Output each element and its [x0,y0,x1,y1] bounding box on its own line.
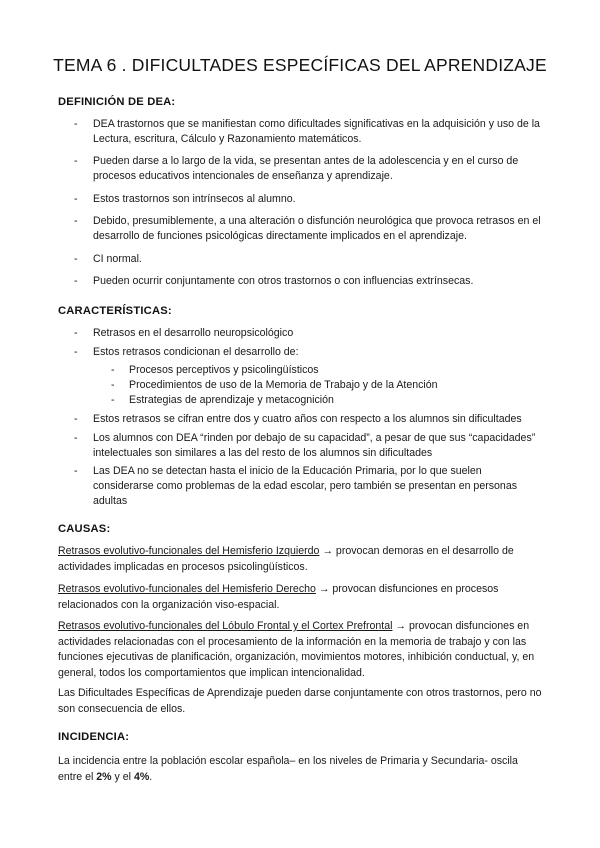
bullet-dash: - [74,327,78,339]
definicion-item-text: Debido, presumiblemente, a una alteración o disfunción neurológica que provoca retrasos en el desarrollo de funciones psicológicas directamente implicados en el aprendizaje. [93,215,541,242]
incidencia-value-high: 4% [133,770,150,783]
incidencia-value-low: 2% [96,770,112,783]
definicion-item [74,192,544,207]
caracteristicas-item [74,464,544,509]
bullet-dash: - [74,155,78,167]
definicion-item [74,214,544,244]
bullet-dash: - [111,394,115,406]
caracteristicas-subitem [111,393,531,408]
caracteristicas-subitem [111,378,531,393]
bullet-dash: - [74,193,78,205]
causa-paragraph [58,619,544,681]
caracteristicas-item [74,431,544,461]
incidencia-text: y el [111,770,134,783]
definicion-item-text: CI normal. [93,253,142,265]
causa-text: → provocan disfunciones en actividades relacionadas con el procesamiento de la información en la memoria de trabajo y con las funciones ejecutivas de planificación, organización, movimientos motores, inhibición conductual, y, en general, todos los comportamientos que implican intencionalidad. [58,620,535,679]
caracteristicas-subitem-text: Estrategias de aprendizaje y metacognición [129,394,334,406]
caracteristicas-item-text: Retrasos en el desarrollo neuropsicológico [93,327,294,339]
incidencia-text: La incidencia entre la población escolar española– en los niveles de Primaria y Secundaria- oscila entre el [58,755,518,783]
causa-term: Retrasos evolutivo-funcionales del Hemisferio Izquierdo [58,545,320,557]
causa-term: Retrasos evolutivo-funcionales del Hemisferio Derecho [58,583,316,595]
caracteristicas-item-text: Los alumnos con DEA “rinden por debajo de su capacidad”, a pesar de que sus “capacidades” intelectuales son similares a las del resto de los alumnos sin dificultades [93,432,536,459]
bullet-dash: - [74,465,78,477]
definicion-item [74,252,544,267]
bullet-dash: - [74,253,78,265]
caracteristicas-item-text: Estos retrasos se cifran entre dos y cuatro años con respecto a los alumnos sin dificultades [93,413,522,425]
definicion-item [74,117,544,147]
bullet-dash: - [111,364,115,376]
causas-closing: Las Dificultades Específicas de Aprendizaje pueden darse conjuntamente con otros trastornos, pero no son consecuencia de ellos. [58,687,542,715]
caracteristicas-item [74,412,544,427]
incidencia-heading: INCIDENCIA: [58,731,130,743]
definicion-item [74,154,544,184]
bullet-dash: - [74,275,78,287]
definicion-heading: DEFINICIÓN DE DEA: [58,96,176,108]
page-title: TEMA 6 . DIFICULTADES ESPECÍFICAS DEL APRENDIZAJE [53,55,547,75]
causa-paragraph [58,582,544,613]
bullet-dash: - [74,413,78,425]
causas-heading: CAUSAS: [58,523,111,535]
caracteristicas-subitem [111,363,531,378]
caracteristicas-subitem-text: Procesos perceptivos y psicolingüísticos [129,364,319,376]
definicion-item-text: DEA trastornos que se manifiestan como dificultades significativas en la adquisición y uso de la Lectura, escritura, Cálculo y Razonamiento matemáticos. [93,118,540,145]
bullet-dash: - [74,118,78,130]
causa-paragraph [58,544,544,575]
causa-text: → provocan disfunciones en procesos relacionados con la organización viso-espacial. [58,583,499,611]
caracteristicas-heading: CARACTERÍSTICAS: [58,305,172,317]
caracteristicas-item-text: Las DEA no se detectan hasta el inicio de la Educación Primaria, por lo que suelen considerarse como problemas de la edad escolar, pero también se presentan en personas adultas [93,465,518,507]
bullet-dash: - [74,432,78,444]
caracteristicas-subitem-text: Procedimientos de uso de la Memoria de Trabajo y de la Atención [129,379,438,391]
definicion-item-text: Estos trastornos son intrínsecos al alumno. [93,193,296,205]
incidencia-paragraph [58,754,544,785]
bullet-dash: - [74,346,78,358]
definicion-item [74,274,544,289]
causa-text: → provocan demoras en el desarrollo de actividades implicadas en procesos psicolingüísticos. [58,545,514,573]
caracteristicas-item-text: Estos retrasos condicionan el desarrollo de: [93,346,299,358]
causa-term: Retrasos evolutivo-funcionales del Lóbulo Frontal y el Cortex Prefrontal [58,620,393,632]
incidencia-text: . [149,770,153,783]
definicion-item-text: Pueden ocurrir conjuntamente con otros trastornos o con influencias extrínsecas. [93,275,474,287]
bullet-dash: - [111,379,115,391]
caracteristicas-item [74,326,544,341]
definicion-item-text: Pueden darse a lo largo de la vida, se presentan antes de la adolescencia y en el curso de procesos educativos intencionales de enseñanza y aprendizaje. [93,155,519,182]
caracteristicas-item [74,345,544,360]
bullet-dash: - [74,215,78,227]
